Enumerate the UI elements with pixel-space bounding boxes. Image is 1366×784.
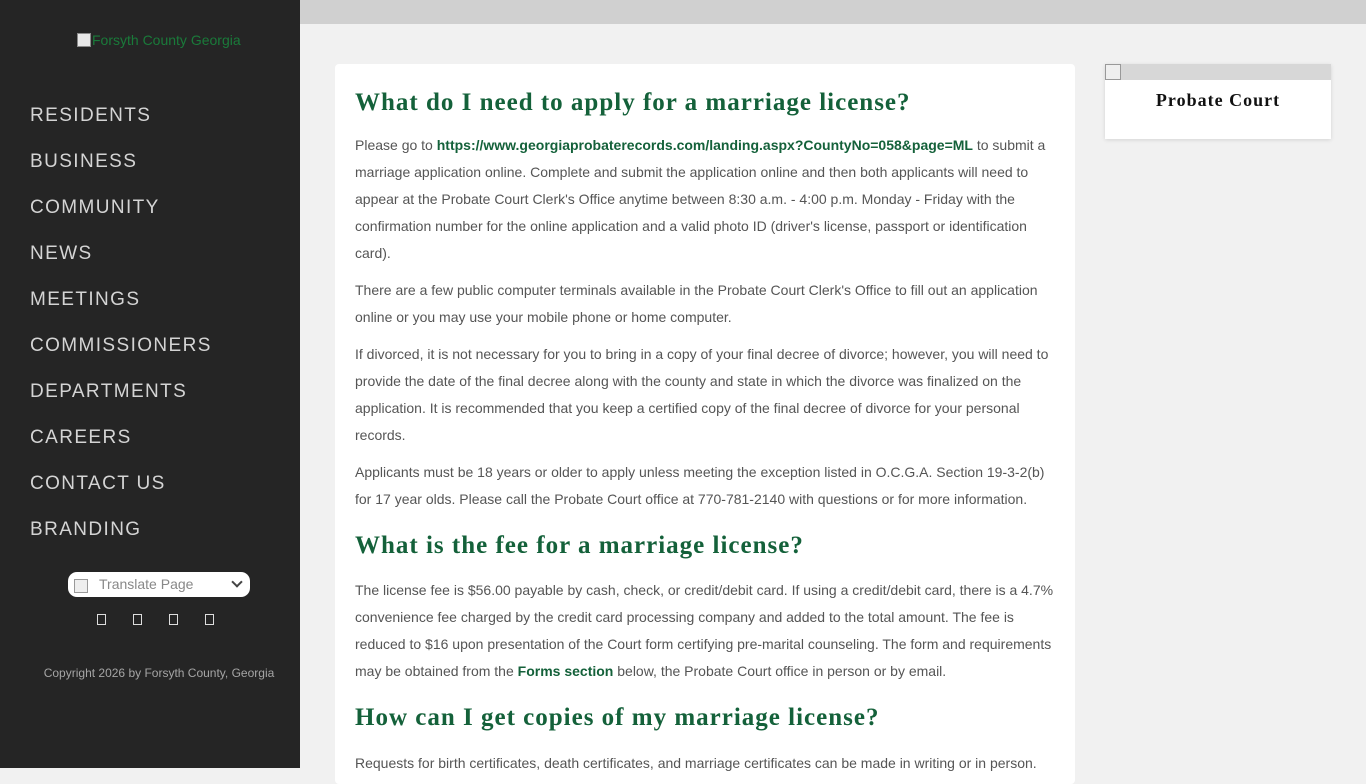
faq-paragraph: If divorced, it is not necessary for you to bring in a copy of your final decree of divorce; however, you will need to provide the date of the final decree along with the county and state in which the divorce was finalized on the application. It is recommended that you keep a certified copy of the final decree of divorce for your personal records. <box>355 346 1049 443</box>
paragraph-text: to submit a marriage application online. Complete and submit the application online and then both applicants will need to appear at the Probate Court Clerk's Office anytime between 8:30 a.m. - 4:00 p.m. Monday - Friday with the confirmation number for the online application and a valid photo ID (driver's license, passport or identification card). <box>355 137 1046 261</box>
twitter-icon[interactable] <box>133 614 142 625</box>
copyright-text: Copyright 2026 by Forsyth County, Georgia <box>43 666 275 680</box>
chevron-down-icon <box>231 576 242 587</box>
nav-item-contact-us[interactable]: CONTACT US <box>30 473 166 494</box>
main-nav <box>30 103 212 563</box>
nav-item-commissioners[interactable]: COMMISSIONERS <box>30 335 212 356</box>
logo-alt-text: Forsyth County Georgia <box>92 32 241 48</box>
translate-select[interactable] <box>68 572 250 597</box>
paragraph-text: below, the Probate Court office in person or by email. <box>613 663 947 679</box>
faq-heading-fee: What is the fee for a marriage license? <box>355 532 804 559</box>
widget-image <box>1105 64 1331 80</box>
faq-paragraph: Applicants must be 18 years or older to apply unless meeting the exception listed in O.C.G.A. Section 19-3-2(b) for 17 year olds. Please call the Probate Court office at 770-781-2140 with questions or for more information. <box>355 464 1045 507</box>
nav-item-residents[interactable]: RESIDENTS <box>30 105 152 126</box>
content-card <box>335 64 1075 784</box>
faq-paragraph: There are a few public computer terminals available in the Probate Court Clerk's Office to fill out an application online or you may use your mobile phone or home computer. <box>355 282 1038 325</box>
facebook-icon[interactable] <box>97 614 106 625</box>
nav-item-departments[interactable]: DEPARTMENTS <box>30 381 188 402</box>
paragraph-text: The license fee is $56.00 payable by cash, check, or credit/debit card. If using a credit/debit card, there is a 4.7% convenience fee charged by the credit card processing company and added to the total amount. The fee is reduced to $16 upon presentation of the Court form certifying pre-marital counseling. The form and requirements may be obtained from the <box>355 582 1054 679</box>
nav-item-meetings[interactable]: MEETINGS <box>30 289 141 310</box>
instagram-icon[interactable] <box>169 614 178 625</box>
forms-section-link[interactable]: Forms section <box>517 663 614 679</box>
sidebar <box>0 0 300 768</box>
faq-heading-apply: What do I need to apply for a marriage license? <box>355 89 911 116</box>
broken-image-icon <box>77 33 91 47</box>
county-logo[interactable] <box>77 32 241 48</box>
youtube-icon[interactable] <box>205 614 214 625</box>
page-banner <box>300 0 1366 24</box>
nav-item-business[interactable]: BUSINESS <box>30 151 138 172</box>
probate-records-link[interactable]: https://www.georgiaprobaterecords.com/landing.aspx?CountyNo=058&page=ML <box>436 137 973 153</box>
broken-image-icon <box>1105 64 1121 80</box>
nav-item-branding[interactable]: BRANDING <box>30 519 142 540</box>
nav-item-community[interactable]: COMMUNITY <box>30 197 160 218</box>
translate-flag-icon <box>74 579 88 593</box>
faq-heading-copies: How can I get copies of my marriage license? <box>355 704 880 731</box>
nav-item-careers[interactable]: CAREERS <box>30 427 132 448</box>
faq-paragraph <box>355 577 1055 685</box>
widget-title: Probate Court <box>1155 90 1281 110</box>
nav-item-news[interactable]: NEWS <box>30 243 93 264</box>
probate-court-widget[interactable] <box>1105 64 1331 139</box>
faq-paragraph <box>355 132 1055 267</box>
paragraph-text: Please go to <box>355 137 437 153</box>
translate-label: Translate Page <box>99 576 194 592</box>
faq-paragraph: Requests for birth certificates, death certificates, and marriage certificates can be made in writing or in person. <box>355 755 1037 771</box>
faq-content <box>355 86 1055 777</box>
